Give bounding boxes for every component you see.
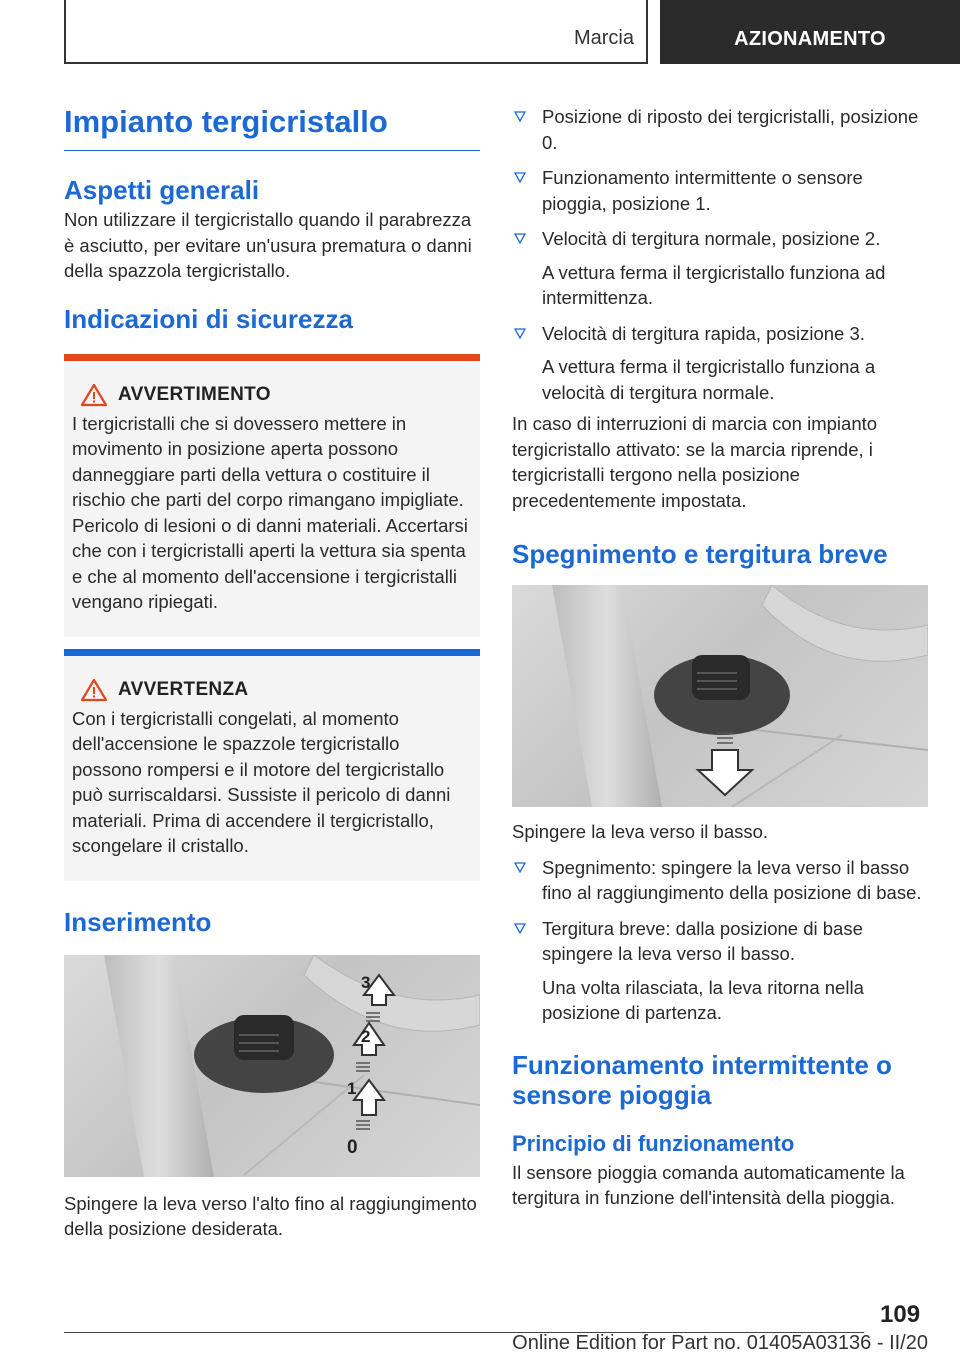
insert-text: Spingere la leva verso l'alto fino al raggiungimento della posizione desiderata. [64, 1192, 477, 1239]
header-section-box [64, 0, 648, 64]
warning-triangle-icon [80, 678, 108, 702]
list-item: Velocità di tergitura rapida, posizione 3. [512, 321, 928, 347]
principle-text: Il sensore pioggia comanda automaticamente la tergitura in funzione dell'intensità della pioggia. [512, 1161, 905, 1208]
list-item: Spegnimento: spingere la leva verso il basso fino al raggiungimento della posizione di base. [512, 855, 928, 906]
figure-label-1: 1 [347, 1078, 357, 1098]
warning-text-2: Con i tergicristalli congelati, al momento dell'accensione le spazzole tergicristallo possono rompersi e il motore del tergicristallo può surriscaldarsi. Sussiste il pericolo di danni materiali. Prima di accendere il tergicristallo, scongelare il cristallo. [72, 707, 451, 856]
warning-text-1: I tergicristalli che si dovessero mettere in movimento in posizione aperta possono danneggiare parti della vettura o costituire il rischio che parti del corpo rimangano impigliate. Pericolo di lesioni o di danni materiali. Accertarsi che con i tergicristalli aperti la vettura sia spenta e che al momento dell'accensione i tergicristalli vengano ripiegati. [72, 412, 468, 612]
page-number: 109 [880, 1301, 921, 1328]
warning-triangle-icon [80, 383, 108, 407]
off-note: Una volta rilasciata, la leva ritorna nella posizione di partenza. [542, 976, 864, 1023]
bullet-triangle-icon [514, 172, 526, 184]
position-list [512, 104, 928, 252]
position-2-note: A vettura ferma il tergicristallo funziona ad intermittenza. [542, 261, 886, 308]
bullet-triangle-icon [514, 862, 526, 874]
insert-heading: Inserimento [64, 906, 212, 937]
footer-edition: Online Edition for Part no. 01405A03136 - II/20 [512, 1332, 928, 1354]
left-column [64, 96, 480, 1242]
off-text: Spingere la leva verso il basso. [512, 821, 769, 842]
bullet-triangle-icon [514, 923, 526, 935]
figure-label-0: 0 [347, 1136, 358, 1158]
off-heading: Spegnimento e tergitura breve [512, 539, 888, 569]
page-title: Impianto tergicristallo [64, 104, 480, 151]
position-list-cont [512, 321, 928, 347]
list-item: Funzionamento intermittente o sensore pioggia, posizione 1. [512, 165, 928, 216]
header-section: Marcia [573, 27, 634, 49]
off-list [512, 855, 928, 967]
warning-box-1 [64, 354, 480, 637]
intermittent-heading: Funzionamento intermittente o sensore pioggia [512, 1049, 892, 1110]
warning-title-1: AVVERTIMENTO [118, 383, 271, 405]
principle-heading: Principio di funzionamento [512, 1130, 795, 1156]
list-item: Tergitura breve: dalla posizione di base spingere la leva verso il basso. [512, 916, 928, 967]
general-text: Non utilizzare il tergicristallo quando il parabrezza è asciutto, per evitare un'usura prematura o danni della spazzola tergicristallo. [64, 209, 472, 281]
interrupt-text: In caso di interruzioni di marcia con impianto tergicristallo attivato: se la marcia riprende, i tergicristalli tergono nella posizione precedentemente impostata. [512, 413, 878, 511]
figure-label-3: 3 [361, 972, 371, 992]
warning-title-2: AVVERTENZA [118, 678, 249, 700]
figure-lever-up [64, 955, 480, 1177]
bullet-triangle-icon [514, 233, 526, 245]
right-column [512, 104, 928, 1211]
list-item: Velocità di tergitura normale, posizione 2. [512, 226, 928, 252]
general-heading: Aspetti generali [64, 175, 260, 205]
figure-lever-down [512, 585, 928, 807]
list-item: Posizione di riposto dei tergicristalli, posizione 0. [512, 104, 928, 155]
header-chapter: AZIONAMENTO [660, 0, 960, 64]
position-3-note: A vettura ferma il tergicristallo funziona a velocità di tergitura normale. [542, 356, 876, 403]
bullet-triangle-icon [514, 328, 526, 340]
figure-label-2: 2 [361, 1026, 371, 1046]
safety-heading: Indicazioni di sicurezza [64, 303, 353, 334]
bullet-triangle-icon [514, 111, 526, 123]
warning-box-2 [64, 649, 480, 881]
